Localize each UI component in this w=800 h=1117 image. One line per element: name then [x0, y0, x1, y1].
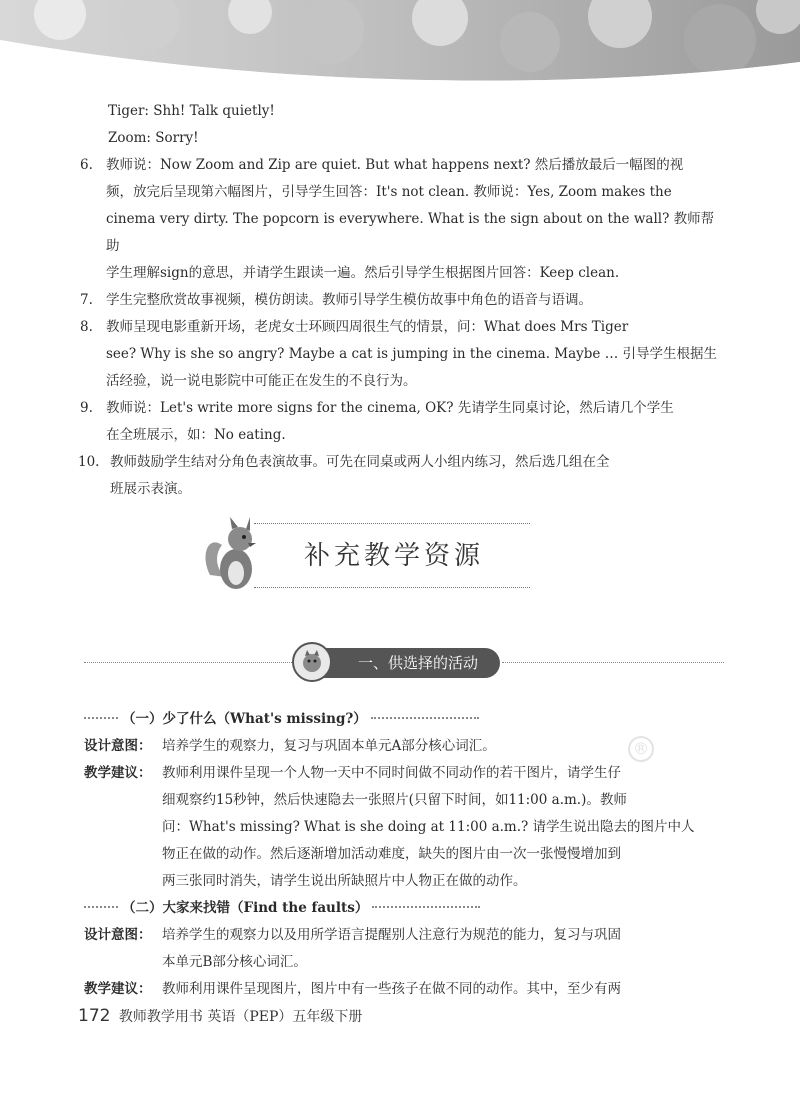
- wavy-rule: [84, 906, 118, 912]
- activity-heading-text: （二）大家来找错（Find the faults）: [122, 900, 369, 916]
- advice-line: 两三张同时消失，请学生说出所缺照片中人物正在做的动作。: [162, 873, 527, 889]
- step-number: 10.: [78, 454, 100, 470]
- design-line: 本单元B部分核心词汇。: [162, 954, 307, 970]
- dialog-line-tiger: Tiger: Shh! Talk quietly!: [108, 103, 275, 119]
- design-intent: [84, 733, 724, 760]
- registered-watermark: ®: [628, 736, 654, 762]
- dotted-divider: [254, 523, 530, 524]
- dotted-divider: [254, 587, 530, 588]
- step-number: 7.: [80, 292, 93, 308]
- teaching-advice: [84, 760, 724, 895]
- step-line: 教师说：Let's write more signs for the cinema, OK? 先请学生同桌讨论，然后请几个学生: [106, 400, 674, 416]
- advice-label: 教学建议：: [84, 981, 152, 997]
- step-line: 活经验，说一说电影院中可能正在发生的不良行为。: [106, 373, 417, 389]
- dotted-divider: [502, 662, 724, 663]
- advice-line: 物正在做的动作。然后逐渐增加活动难度，缺失的图片由一次一张慢慢增加到: [162, 846, 621, 862]
- activity-heading: [84, 895, 724, 922]
- step-line: 教师说：Now Zoom and Zip are quiet. But what happens next? 然后播放最后一幅图的视: [106, 157, 684, 173]
- step-line: 频，放完后呈现第六幅图片，引导学生回答：It's not clean. 教师说：Yes, Zoom makes the: [106, 184, 672, 200]
- step-number: 9.: [80, 400, 93, 416]
- step-9: [80, 395, 724, 449]
- step-line: see? Why is she so angry? Maybe a cat is jumping in the cinema. Maybe … 引导学生根据生: [106, 346, 718, 362]
- step-6: [80, 152, 724, 287]
- wavy-rule: [371, 717, 479, 723]
- activities-list: [84, 706, 724, 1003]
- teaching-advice: [84, 976, 724, 1003]
- page-footer: [78, 1006, 362, 1026]
- step-line: cinema very dirty. The popcorn is everywhere. What is the sign about on the wall? 教师帮助: [106, 211, 715, 254]
- step-line: 教师鼓励学生结对分角色表演故事。可先在同桌或两人小组内练习，然后选几组在全: [110, 454, 610, 470]
- design-line: 培养学生的观察力，复习与巩固本单元A部分核心词汇。: [162, 738, 496, 754]
- activity-heading-text: （一）少了什么（What's missing?）: [122, 711, 367, 727]
- step-10: [78, 449, 724, 503]
- page-number: 172: [78, 1006, 111, 1026]
- step-line: 学生理解sign的意思，并请学生跟读一遍。然后引导学生根据图片回答：Keep clean.: [106, 265, 620, 281]
- wavy-rule: [372, 906, 480, 912]
- step-line: 教师呈现电影重新开场，老虎女士环顾四周很生气的情景，问：What does Mrs Tiger: [106, 319, 629, 335]
- decorative-header-banner: [0, 0, 800, 92]
- dotted-divider: [84, 662, 300, 663]
- fox-icon: [200, 515, 264, 595]
- activity-heading-row: [84, 648, 724, 678]
- advice-line: 细观察约15秒钟，然后快速隐去一张照片(只留下时间，如11:00 a.m.)。教师: [162, 792, 627, 808]
- activity-heading: [84, 706, 724, 733]
- section-title: 补充教学资源: [304, 541, 485, 571]
- advice-line: 教师利用课件呈现一个人物一天中不同时间做不同动作的若干图片，请学生仔: [162, 765, 621, 781]
- animal-badge-icon: [292, 642, 332, 682]
- step-number: 6.: [80, 157, 93, 173]
- step-line: 在全班展示，如：No eating.: [106, 427, 286, 443]
- step-line: 学生完整欣赏故事视频，模仿朗读。教师引导学生模仿故事中角色的语音与语调。: [106, 292, 592, 308]
- design-label: 设计意图：: [84, 738, 152, 754]
- advice-line: 问：What's missing? What is she doing at 11:00 a.m.? 请学生说出隐去的图片中人: [162, 819, 695, 835]
- advice-label: 教学建议：: [84, 765, 152, 781]
- design-line: 培养学生的观察力以及用所学语言提醒别人注意行为规范的能力，复习与巩固: [162, 927, 621, 943]
- wavy-rule: [84, 717, 118, 723]
- step-line: 班展示表演。: [110, 481, 191, 497]
- dialog-line-zoom: Zoom: Sorry!: [108, 130, 199, 146]
- step-number: 8.: [80, 319, 93, 335]
- design-label: 设计意图：: [84, 927, 152, 943]
- section-heading: [200, 515, 530, 595]
- step-8: [80, 314, 724, 395]
- advice-line: 教师利用课件呈现图片，图片中有一些孩子在做不同的动作。其中，至少有两: [162, 981, 621, 997]
- design-intent: [84, 922, 724, 976]
- step-7: [80, 287, 724, 314]
- main-text: [78, 98, 724, 503]
- activity-title-pill: 一、供选择的活动: [300, 648, 500, 678]
- book-title: 教师教学用书 英语（PEP）五年级下册: [118, 1009, 363, 1025]
